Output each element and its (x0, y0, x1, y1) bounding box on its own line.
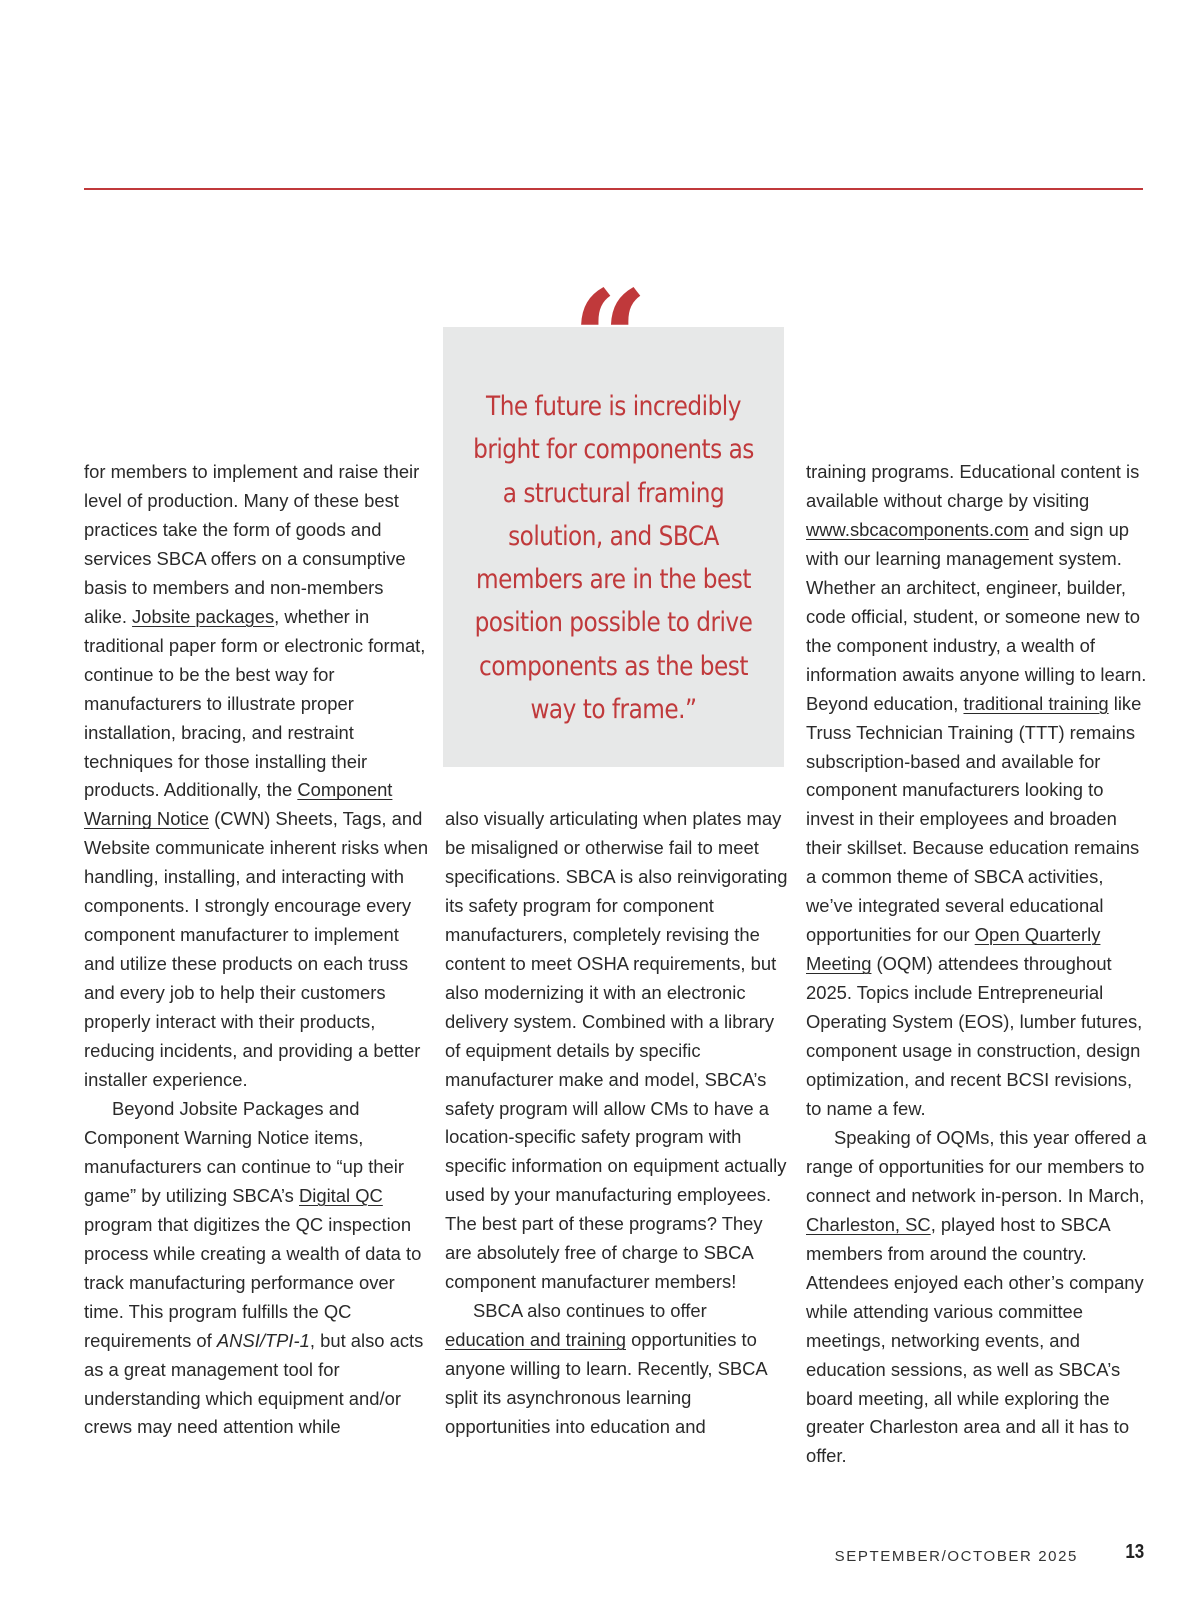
paragraph: Speaking of OQMs, this year offered a range of opportunities for our members to connect and network in-person. In March, Charleston, SC, played host to SBCA members from around the country. Attendees enjoyed each other’s company while attending various committee meetings, networking events, and education sessions, as well as SBCA’s board meeting, all while exploring the greater Charleston area and all it has to offer. (806, 1126, 1147, 1467)
pull-quote-text: The future is incredibly bright for components as a structural framing solution, and SBCA members are in the best position possible to drive components as the best way to frame.” (473, 391, 754, 726)
standard-reference: ANSI/TPI-1 (216, 1329, 310, 1351)
issue-date: SEPTEMBER/OCTOBER 2025 (834, 1548, 1078, 1565)
paragraph: for members to implement and raise their level of production. Many of these best practices take the form of goods and services SBCA offers on a consumptive basis to members and non-members alike. Jobsite packages, whether in traditional paper form or electronic format, continue to be the best way for manufacturers to illustrate proper installation, bracing, and restraint techniques for those installing their products. Additionally, the Component Warning Notice (CWN) Sheets, Tags, and Website communicate inherent risks when handling, installing, and interacting with components. I strongly encourage every component manufacturer to implement and utilize these products on each truss and every job to help their customers properly interact with their products, reducing incidents, and providing a better installer experience. (84, 461, 429, 1091)
paragraph: also visually articulating when plates may be misaligned or otherwise fail to meet specifications. SBCA is also reinvigorating its safety program for component manufacturers, completely revising the content to meet OSHA requirements, but also modernizing it with an electronic delivery system. Combined with a library of equipment details by specific manufacturer make and model, SBCA’s safety program will allow CMs to have a location-specific safety program with specific information on equipment actually used by your manufacturing employees. The best part of these programs? They are absolutely free of charge to SBCA component manufacturer members! (445, 808, 788, 1293)
page-number: 13 (1125, 1541, 1144, 1563)
education-and-training-link[interactable]: education and training (445, 1329, 626, 1351)
paragraph: SBCA also continues to offer education and training opportunities to anyone willing to learn. Recently, SBCA split its asynchronous learning opportunities into education and (445, 1300, 767, 1438)
article-column-left (84, 458, 429, 1442)
open-quarterly-meeting-link[interactable]: Open Quarterly Meeting (806, 924, 1101, 975)
paragraph: training programs. Educational content is available without charge by visiting www.sbcacomponents.com and sign up with our learning management system. Whether an architect, engineer, builder, code official, student, or someone new to the component industry, a wealth of information awaits anyone willing to learn. Beyond education, traditional training like Truss Technician Training (TTT) remains subscription-based and available for component manufacturers looking to invest in their employees and broaden their skillset. Because education remains a common theme of SBCA activities, we’ve integrated several educational opportunities for our Open Quarterly Meeting (OQM) attendees throughout 2025. Topics include Entrepreneurial Operating System (EOS), lumber futures, component usage in construction, design optimization, and recent BCSI revisions, to name a few. (806, 461, 1147, 1119)
sbca-website-link[interactable]: www.sbcacomponents.com (806, 518, 1029, 540)
paragraph: Beyond Jobsite Packages and Component Warning Notice items, manufacturers can continue to “up their game” by utilizing SBCA’s Digital QC program that digitizes the QC inspection process while creating a wealth of data to track manufacturing performance over time. This program fulfills the QC requirements of ANSI/TPI-1, but also acts as a great management tool for understanding which equipment and/or crews may need attention while (84, 1097, 424, 1438)
traditional-training-link[interactable]: traditional training (963, 692, 1109, 714)
article-column-right (806, 458, 1151, 1471)
charleston-link[interactable]: Charleston, SC (806, 1213, 931, 1235)
quote-mark-icon: “ (572, 262, 648, 417)
digital-qc-link[interactable]: Digital QC (299, 1184, 383, 1206)
jobsite-packages-link[interactable]: Jobsite packages (132, 605, 275, 627)
article-column-middle (445, 805, 790, 1442)
component-warning-notice-link[interactable]: Component Warning Notice (84, 779, 393, 830)
header-rule (84, 188, 1143, 190)
